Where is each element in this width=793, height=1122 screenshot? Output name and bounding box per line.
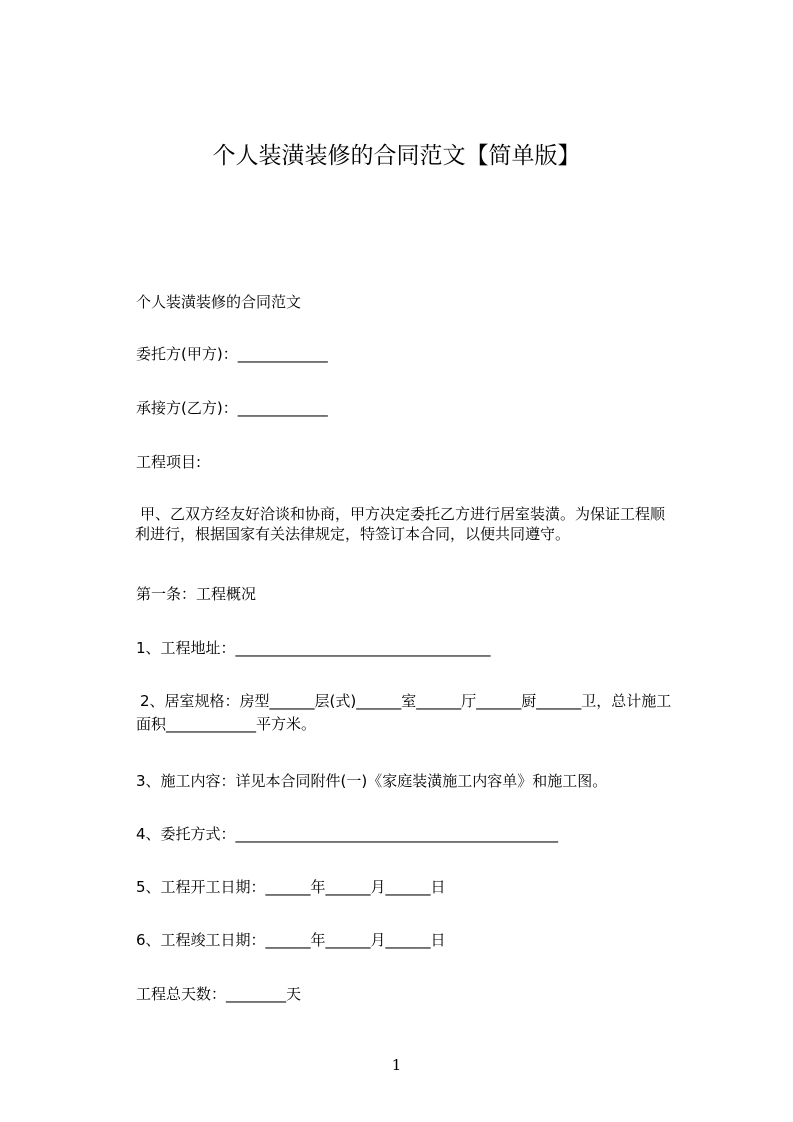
project-line: 工程项目: — [136, 453, 202, 471]
intro-line-2: 利进行，根据国家有关法律规定，特签订本合同，以便共同遵守。 — [135, 525, 571, 543]
article-1-heading: 第一条：工程概况 — [136, 585, 257, 603]
party-b-line: 承接方(乙方)：____________ — [136, 399, 328, 417]
contract-subtitle: 个人装潢装修的合同范文 — [136, 293, 302, 311]
item-1-address: 1、工程地址：__________________________________ — [136, 639, 491, 657]
item-2-line-2: 面积____________平方米。 — [136, 715, 317, 733]
item-3-content: 3、施工内容：详见本合同附件(一)《家庭装潢施工内容单》和施工图。 — [136, 772, 608, 790]
item-5-start-date: 5、工程开工日期：______年______月______日 — [136, 878, 446, 896]
intro-paragraph — [136, 504, 716, 544]
intro-line-1: 甲、乙双方经友好洽谈和协商，甲方决定委托乙方进行居室装潢。为保证工程顺 — [140, 505, 666, 523]
item-4-method: 4、委托方式：___________________________________________ — [136, 825, 559, 843]
item-2-line-1: 2、居室规格：房型______层(式)______室______厅______厨______卫，总计施工 — [140, 692, 672, 710]
item-2-paragraph — [136, 691, 716, 734]
item-6-end-date: 6、工程竣工日期：______年______月______日 — [136, 931, 446, 949]
page-number: 1 — [391, 1056, 402, 1074]
party-a-line: 委托方(甲方)：____________ — [136, 345, 328, 363]
document-title: 个人装潢装修的合同范文【简单版】 — [212, 143, 581, 169]
total-days-line: 工程总天数：________天 — [136, 985, 302, 1003]
